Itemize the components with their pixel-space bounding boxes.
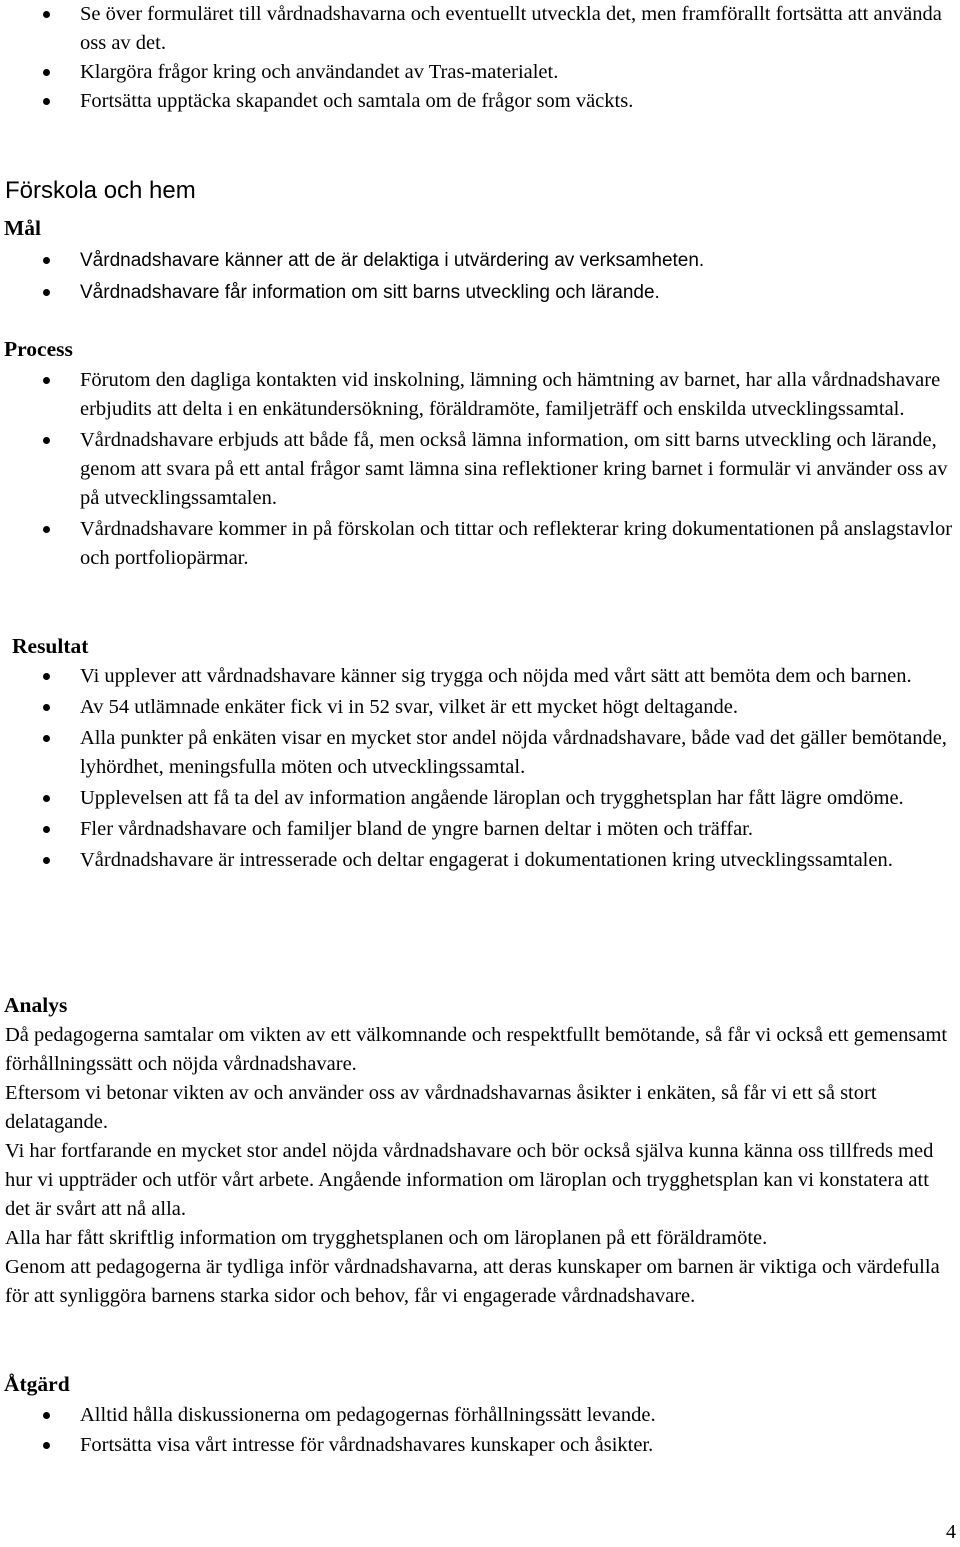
- list-item: [0, 426, 960, 513]
- list-item: [0, 784, 960, 813]
- bullet-icon: [43, 98, 50, 105]
- list-item: [0, 1431, 960, 1460]
- list-item: [0, 246, 960, 275]
- list-item-text: Fortsätta upptäcka skapandet och samtala om de frågor som väckts.: [80, 90, 634, 112]
- analys-paragraph: Alla har fått skriftlig information om trygghetsplanen och om läroplanen på ett föräldramöte.: [5, 1227, 768, 1249]
- list-item: [0, 366, 960, 424]
- section-title: Förskola och hem: [5, 177, 196, 204]
- list-item: [0, 846, 960, 875]
- intro-list: [0, 0, 960, 116]
- bullet-icon: [43, 257, 50, 264]
- list-item: [0, 0, 960, 58]
- list-item: [0, 693, 960, 722]
- mal-list: [0, 246, 960, 307]
- list-item: [0, 58, 960, 87]
- list-item-text: Klargöra frågor kring och användandet av Tras-materialet.: [80, 61, 559, 83]
- list-item-text: Av 54 utlämnade enkäter fick vi in 52 svar, vilket är ett mycket högt deltagande.: [80, 696, 739, 718]
- list-item: [0, 724, 960, 782]
- bullet-icon: [43, 735, 50, 742]
- list-item-text: Se över formuläret till vårdnadshavarna och eventuellt utveckla det, men framförallt fortsätta att använda oss av det.: [80, 3, 942, 54]
- analys-body: [0, 1021, 960, 1311]
- list-item-text: Vårdnadshavare kommer in på förskolan och tittar och reflekterar kring dokumentationen på anslagstavlor och portfoliopärmar.: [80, 518, 953, 569]
- bullet-icon: [43, 289, 50, 296]
- analys-paragraph: Då pedagogerna samtalar om vikten av ett välkomnande och respektfullt bemötande, så får vi också ett gemensamt förhållningssätt och nöjda vårdnadshavare.: [5, 1024, 948, 1075]
- bullet-icon: [43, 377, 50, 384]
- list-item: [0, 515, 960, 573]
- list-item: [0, 1401, 960, 1430]
- atgard-heading: Åtgärd: [4, 1372, 70, 1396]
- bullet-icon: [43, 704, 50, 711]
- bullet-icon: [43, 795, 50, 802]
- list-item-text: Fler vårdnadshavare och familjer bland de yngre barnen deltar i möten och träffar.: [80, 818, 753, 840]
- bullet-icon: [43, 1412, 50, 1419]
- analys-paragraph: Eftersom vi betonar vikten av och använder oss av vårdnadshavarnas åsikter i enkäten, så får vi ett så stort delatagande.: [5, 1082, 877, 1133]
- list-item-text: Vårdnadshavare erbjuds att både få, men också lämna information, om sitt barns utveckling och lärande, genom att svara på ett antal frågor samt lämna sina reflektioner kring barnet i formulär vi använder oss av på utvecklingssamtalen.: [80, 429, 948, 509]
- bullet-icon: [43, 526, 50, 533]
- bullet-icon: [43, 11, 50, 18]
- process-list: [0, 366, 960, 575]
- list-item-text: Vi upplever att vårdnadshavare känner sig trygga och nöjda med vårt sätt att bemöta dem och barnen.: [80, 665, 912, 687]
- list-item-text: Vårdnadshavare får information om sitt barns utveckling och lärande.: [80, 282, 660, 303]
- list-item-text: Alltid hålla diskussionerna om pedagogernas förhållningssätt levande.: [80, 1404, 656, 1426]
- list-item-text: Förutom den dagliga kontakten vid inskolning, lämning och hämtning av barnet, har alla vårdnadshavare erbjudits att delta i en enkätundersökning, föräldramöte, familjeträff och enskilda utvecklingssamtal.: [80, 369, 941, 420]
- bullet-icon: [43, 1442, 50, 1449]
- list-item-text: Vårdnadshavare känner att de är delaktiga i utvärdering av verksamheten.: [80, 250, 705, 271]
- resultat-heading: Resultat: [12, 634, 89, 658]
- list-item: [0, 815, 960, 844]
- atgard-list: [0, 1401, 960, 1460]
- bullet-icon: [43, 857, 50, 864]
- page-number: 4: [946, 1521, 956, 1543]
- list-item: [0, 662, 960, 691]
- list-item-text: Alla punkter på enkäten visar en mycket stor andel nöjda vårdnadshavare, både vad det gäller bemötande, lyhördhet, meningsfulla möten och utvecklingssamtal.: [80, 727, 947, 778]
- list-item: [0, 278, 960, 307]
- process-heading: Process: [4, 337, 73, 361]
- list-item-text: Vårdnadshavare är intresserade och deltar engagerat i dokumentationen kring utvecklingssamtalen.: [80, 849, 893, 871]
- bullet-icon: [43, 437, 50, 444]
- resultat-list: [0, 662, 960, 877]
- bullet-icon: [43, 826, 50, 833]
- bullet-icon: [43, 673, 50, 680]
- analys-heading: Analys: [4, 993, 68, 1017]
- analys-paragraph: Genom att pedagogerna är tydliga inför vårdnadshavarna, att deras kunskaper om barnen är viktiga och värdefulla för att synliggöra barnens starka sidor och behov, får vi engagerade vårdnadshavare.: [5, 1256, 940, 1307]
- list-item: [0, 87, 960, 116]
- list-item-text: Fortsätta visa vårt intresse för vårdnadshavares kunskaper och åsikter.: [80, 1434, 654, 1456]
- bullet-icon: [43, 69, 50, 76]
- mal-heading: Mål: [4, 216, 42, 240]
- list-item-text: Upplevelsen att få ta del av information angående läroplan och trygghetsplan har fått lägre omdöme.: [80, 787, 904, 809]
- analys-paragraph: Vi har fortfarande en mycket stor andel nöjda vårdnadshavare och bör också själva kunna känna oss tillfreds med hur vi uppträder och utför vårt arbete. Angående information om läroplan och trygghetsplan kan vi konstatera att det är svårt att nå alla.: [5, 1140, 934, 1220]
